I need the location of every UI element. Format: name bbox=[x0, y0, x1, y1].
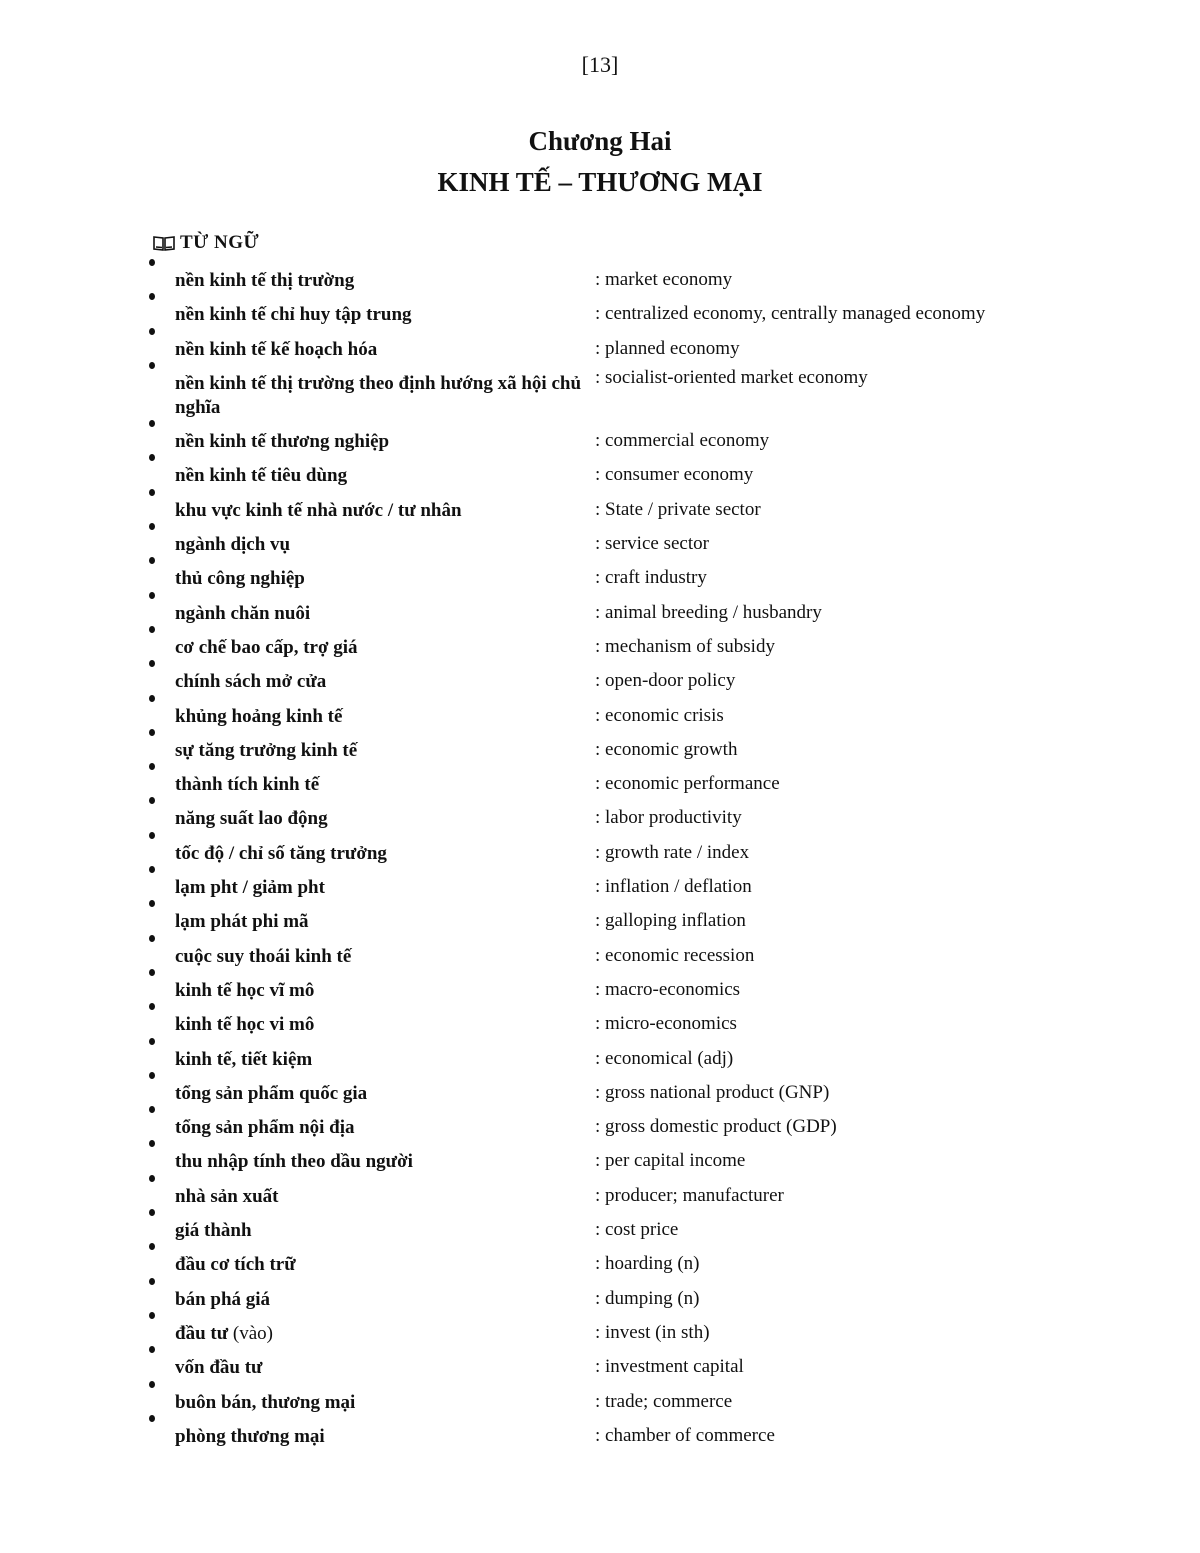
vocab-entry bbox=[0, 1185, 1200, 1219]
vocab-entry bbox=[0, 842, 1200, 876]
vocab-entry bbox=[0, 567, 1200, 601]
vocab-definition: : animal breeding / husbandry bbox=[595, 601, 822, 623]
vocab-entry bbox=[0, 876, 1200, 910]
vocab-entry bbox=[0, 945, 1200, 979]
vocab-term bbox=[175, 1391, 587, 1415]
term-text: lạm pht / giảm pht bbox=[175, 877, 325, 899]
vocab-term bbox=[175, 430, 587, 454]
bullet-icon bbox=[149, 362, 155, 369]
vocab-term bbox=[175, 842, 587, 866]
vocab-entry bbox=[0, 670, 1200, 704]
vocab-entry bbox=[0, 1253, 1200, 1287]
vocab-term bbox=[175, 303, 587, 327]
term-text: nền kinh tế thị trường theo định hướng xã hội chủ nghĩa bbox=[175, 372, 582, 418]
vocab-definition: : economic performance bbox=[595, 773, 780, 795]
bullet-icon bbox=[149, 1038, 155, 1045]
bullet-icon bbox=[149, 969, 155, 976]
vocab-term bbox=[175, 636, 587, 660]
bullet-icon bbox=[149, 1175, 155, 1182]
vocab-term bbox=[175, 372, 587, 420]
vocab-definition: : open-door policy bbox=[595, 670, 736, 692]
term-text: kinh tế, tiết kiệm bbox=[175, 1048, 313, 1070]
vocab-term bbox=[175, 910, 587, 934]
vocab-entry bbox=[0, 1082, 1200, 1116]
vocab-term bbox=[175, 705, 587, 729]
vocab-definition: : craft industry bbox=[595, 567, 707, 589]
term-text: đầu cơ tích trữ bbox=[175, 1254, 296, 1276]
term-text: phòng thương mại bbox=[175, 1425, 325, 1447]
vocab-term bbox=[175, 1356, 587, 1380]
vocab-definition: : investment capital bbox=[595, 1356, 744, 1378]
vocab-entry bbox=[0, 1013, 1200, 1047]
bullet-icon bbox=[149, 1415, 155, 1422]
vocab-definition: : labor productivity bbox=[595, 807, 742, 829]
vocab-term bbox=[175, 773, 587, 797]
vocab-term bbox=[175, 499, 587, 523]
term-text: buôn bán, thương mại bbox=[175, 1391, 356, 1413]
term-text: giá thành bbox=[175, 1220, 252, 1242]
term-text: nền kinh tế kế hoạch hóa bbox=[175, 338, 378, 360]
term-text: bán phá giá bbox=[175, 1288, 271, 1310]
term-text: tốc độ / chỉ số tăng trưởng bbox=[175, 842, 387, 864]
vocab-definition: : growth rate / index bbox=[595, 841, 750, 863]
term-text: cơ chế bao cấp, trợ giá bbox=[175, 636, 358, 658]
bullet-icon bbox=[149, 1278, 155, 1285]
vocab-entry bbox=[0, 269, 1200, 303]
chapter-number: Chương Hai bbox=[528, 126, 672, 156]
vocab-entry bbox=[0, 1116, 1200, 1150]
term-text: vốn đầu tư bbox=[175, 1357, 263, 1379]
vocab-entry bbox=[0, 773, 1200, 807]
term-text: chính sách mở cửa bbox=[175, 671, 327, 693]
bullet-icon bbox=[149, 592, 155, 599]
vocab-definition: : service sector bbox=[595, 533, 709, 555]
term-text: sự tăng trưởng kinh tế bbox=[175, 739, 358, 761]
vocab-entry bbox=[0, 1288, 1200, 1322]
vocab-entry bbox=[0, 1356, 1200, 1390]
bullet-icon bbox=[149, 695, 155, 702]
vocab-definition: : State / private sector bbox=[595, 498, 761, 520]
vocab-term bbox=[175, 739, 587, 763]
term-text: ngành dịch vụ bbox=[175, 534, 291, 556]
vocab-definition: : dumping (n) bbox=[595, 1287, 700, 1309]
bullet-icon bbox=[149, 1072, 155, 1079]
term-text: kinh tế học vi mô bbox=[175, 1014, 315, 1036]
vocab-entry bbox=[0, 910, 1200, 944]
vocab-definition: : planned economy bbox=[595, 337, 740, 359]
vocab-definition: : inflation / deflation bbox=[595, 876, 752, 898]
vocab-entry bbox=[0, 533, 1200, 567]
vocab-term bbox=[175, 876, 587, 900]
vocab-definition: : gross national product (GNP) bbox=[595, 1081, 830, 1103]
vocab-definition: : hoarding (n) bbox=[595, 1253, 700, 1275]
term-text: khủng hoảng kinh tế bbox=[175, 705, 343, 727]
vocab-entry bbox=[0, 807, 1200, 841]
vocab-term bbox=[175, 1322, 587, 1346]
vocab-term bbox=[175, 945, 587, 969]
vocab-entry bbox=[0, 1322, 1200, 1356]
vocab-entry bbox=[0, 1219, 1200, 1253]
term-text: thủ công nghiệp bbox=[175, 568, 305, 590]
vocab-definition: : micro-economics bbox=[595, 1013, 737, 1035]
vocab-term bbox=[175, 602, 587, 626]
bullet-icon bbox=[149, 1381, 155, 1388]
section-label: TỪ NGỮ bbox=[180, 232, 260, 253]
bullet-icon bbox=[149, 1312, 155, 1319]
vocab-definition: : trade; commerce bbox=[595, 1390, 733, 1412]
bullet-icon bbox=[149, 832, 155, 839]
vocab-definition: : consumer economy bbox=[595, 464, 754, 486]
vocab-definition: : economic growth bbox=[595, 738, 738, 760]
vocabulary-list bbox=[0, 269, 1200, 1459]
vocab-term bbox=[175, 269, 587, 293]
vocab-definition: : mechanism of subsidy bbox=[595, 635, 775, 657]
vocab-entry bbox=[0, 464, 1200, 498]
vocab-term bbox=[175, 1116, 587, 1140]
vocab-definition: : galloping inflation bbox=[595, 910, 746, 932]
vocab-term bbox=[175, 1048, 587, 1072]
vocab-entry bbox=[0, 303, 1200, 337]
vocab-term bbox=[175, 464, 587, 488]
term-text: đầu tư bbox=[175, 1322, 229, 1344]
page-number: [13] bbox=[581, 52, 619, 77]
vocab-term bbox=[175, 338, 587, 362]
vocab-definition: : producer; manufacturer bbox=[595, 1184, 784, 1206]
book-icon bbox=[152, 235, 176, 251]
vocab-term bbox=[175, 1082, 587, 1106]
term-text: nền kinh tế thị trường bbox=[175, 270, 355, 291]
vocab-entry bbox=[0, 705, 1200, 739]
vocab-entry bbox=[0, 366, 1200, 430]
term-text: kinh tế học vĩ mô bbox=[175, 979, 315, 1001]
bullet-icon bbox=[149, 489, 155, 496]
term-note: (vào) bbox=[232, 1322, 273, 1344]
term-text: lạm phát phi mã bbox=[175, 911, 309, 933]
vocab-term bbox=[175, 1253, 587, 1277]
bullet-icon bbox=[149, 259, 155, 266]
vocab-definition: : commercial economy bbox=[595, 430, 770, 452]
bullet-icon bbox=[149, 1209, 155, 1216]
vocab-entry bbox=[0, 602, 1200, 636]
vocab-entry bbox=[0, 979, 1200, 1013]
vocab-term bbox=[175, 533, 587, 557]
vocab-term bbox=[175, 807, 587, 831]
vocab-definition: : centralized economy, centrally managed economy bbox=[595, 303, 986, 325]
vocab-definition: : economic crisis bbox=[595, 704, 724, 726]
term-text: thu nhập tính theo dầu người bbox=[175, 1151, 413, 1173]
bullet-icon bbox=[149, 729, 155, 736]
vocab-entry bbox=[0, 1150, 1200, 1184]
vocab-definition: : per capital income bbox=[595, 1150, 746, 1172]
vocab-entry bbox=[0, 636, 1200, 670]
term-text: cuộc suy thoái kinh tế bbox=[175, 945, 352, 967]
term-text: nền kinh tế chỉ huy tập trung bbox=[175, 304, 412, 326]
bullet-icon bbox=[149, 626, 155, 633]
vocab-term bbox=[175, 1013, 587, 1037]
vocab-definition: : chamber of commerce bbox=[595, 1424, 775, 1446]
vocab-entry bbox=[0, 1391, 1200, 1425]
vocab-entry bbox=[0, 1048, 1200, 1082]
bullet-icon bbox=[149, 866, 155, 873]
term-text: khu vực kinh tế nhà nước / tư nhân bbox=[175, 499, 462, 521]
bullet-icon bbox=[149, 935, 155, 942]
vocab-definition: : market economy bbox=[595, 269, 733, 290]
bullet-icon bbox=[149, 328, 155, 335]
vocab-term bbox=[175, 979, 587, 1003]
vocab-term bbox=[175, 1219, 587, 1243]
chapter-title: KINH TẾ – THƯƠNG MẠI bbox=[437, 167, 763, 197]
vocab-definition: : gross domestic product (GDP) bbox=[595, 1116, 837, 1138]
vocab-definition: : cost price bbox=[595, 1219, 679, 1241]
vocab-term bbox=[175, 1185, 587, 1209]
term-text: thành tích kinh tế bbox=[175, 774, 320, 796]
vocab-definition: : socialist-oriented market economy bbox=[595, 366, 868, 388]
vocab-entry bbox=[0, 1425, 1200, 1459]
term-text: tổng sản phẩm quốc gia bbox=[175, 1082, 368, 1104]
vocab-term bbox=[175, 670, 587, 694]
term-text: nhà sản xuất bbox=[175, 1185, 279, 1207]
term-text: ngành chăn nuôi bbox=[175, 602, 311, 624]
vocab-term bbox=[175, 1150, 587, 1174]
vocab-entry bbox=[0, 499, 1200, 533]
vocab-term bbox=[175, 567, 587, 591]
term-text: nền kinh tế thương nghiệp bbox=[175, 431, 390, 453]
term-text: năng suất lao động bbox=[175, 808, 328, 830]
vocab-entry bbox=[0, 430, 1200, 464]
section-heading bbox=[152, 232, 259, 254]
vocab-entry bbox=[0, 739, 1200, 773]
term-text: tổng sản phẩm nội địa bbox=[175, 1117, 355, 1139]
vocab-definition: : economical (adj) bbox=[595, 1047, 734, 1069]
vocab-term bbox=[175, 1288, 587, 1312]
vocab-definition: : invest (in sth) bbox=[595, 1321, 710, 1343]
term-text: nền kinh tế tiêu dùng bbox=[175, 465, 348, 487]
vocab-term bbox=[175, 1425, 587, 1449]
vocab-definition: : economic recession bbox=[595, 944, 755, 966]
vocab-definition: : macro-economics bbox=[595, 978, 741, 1000]
